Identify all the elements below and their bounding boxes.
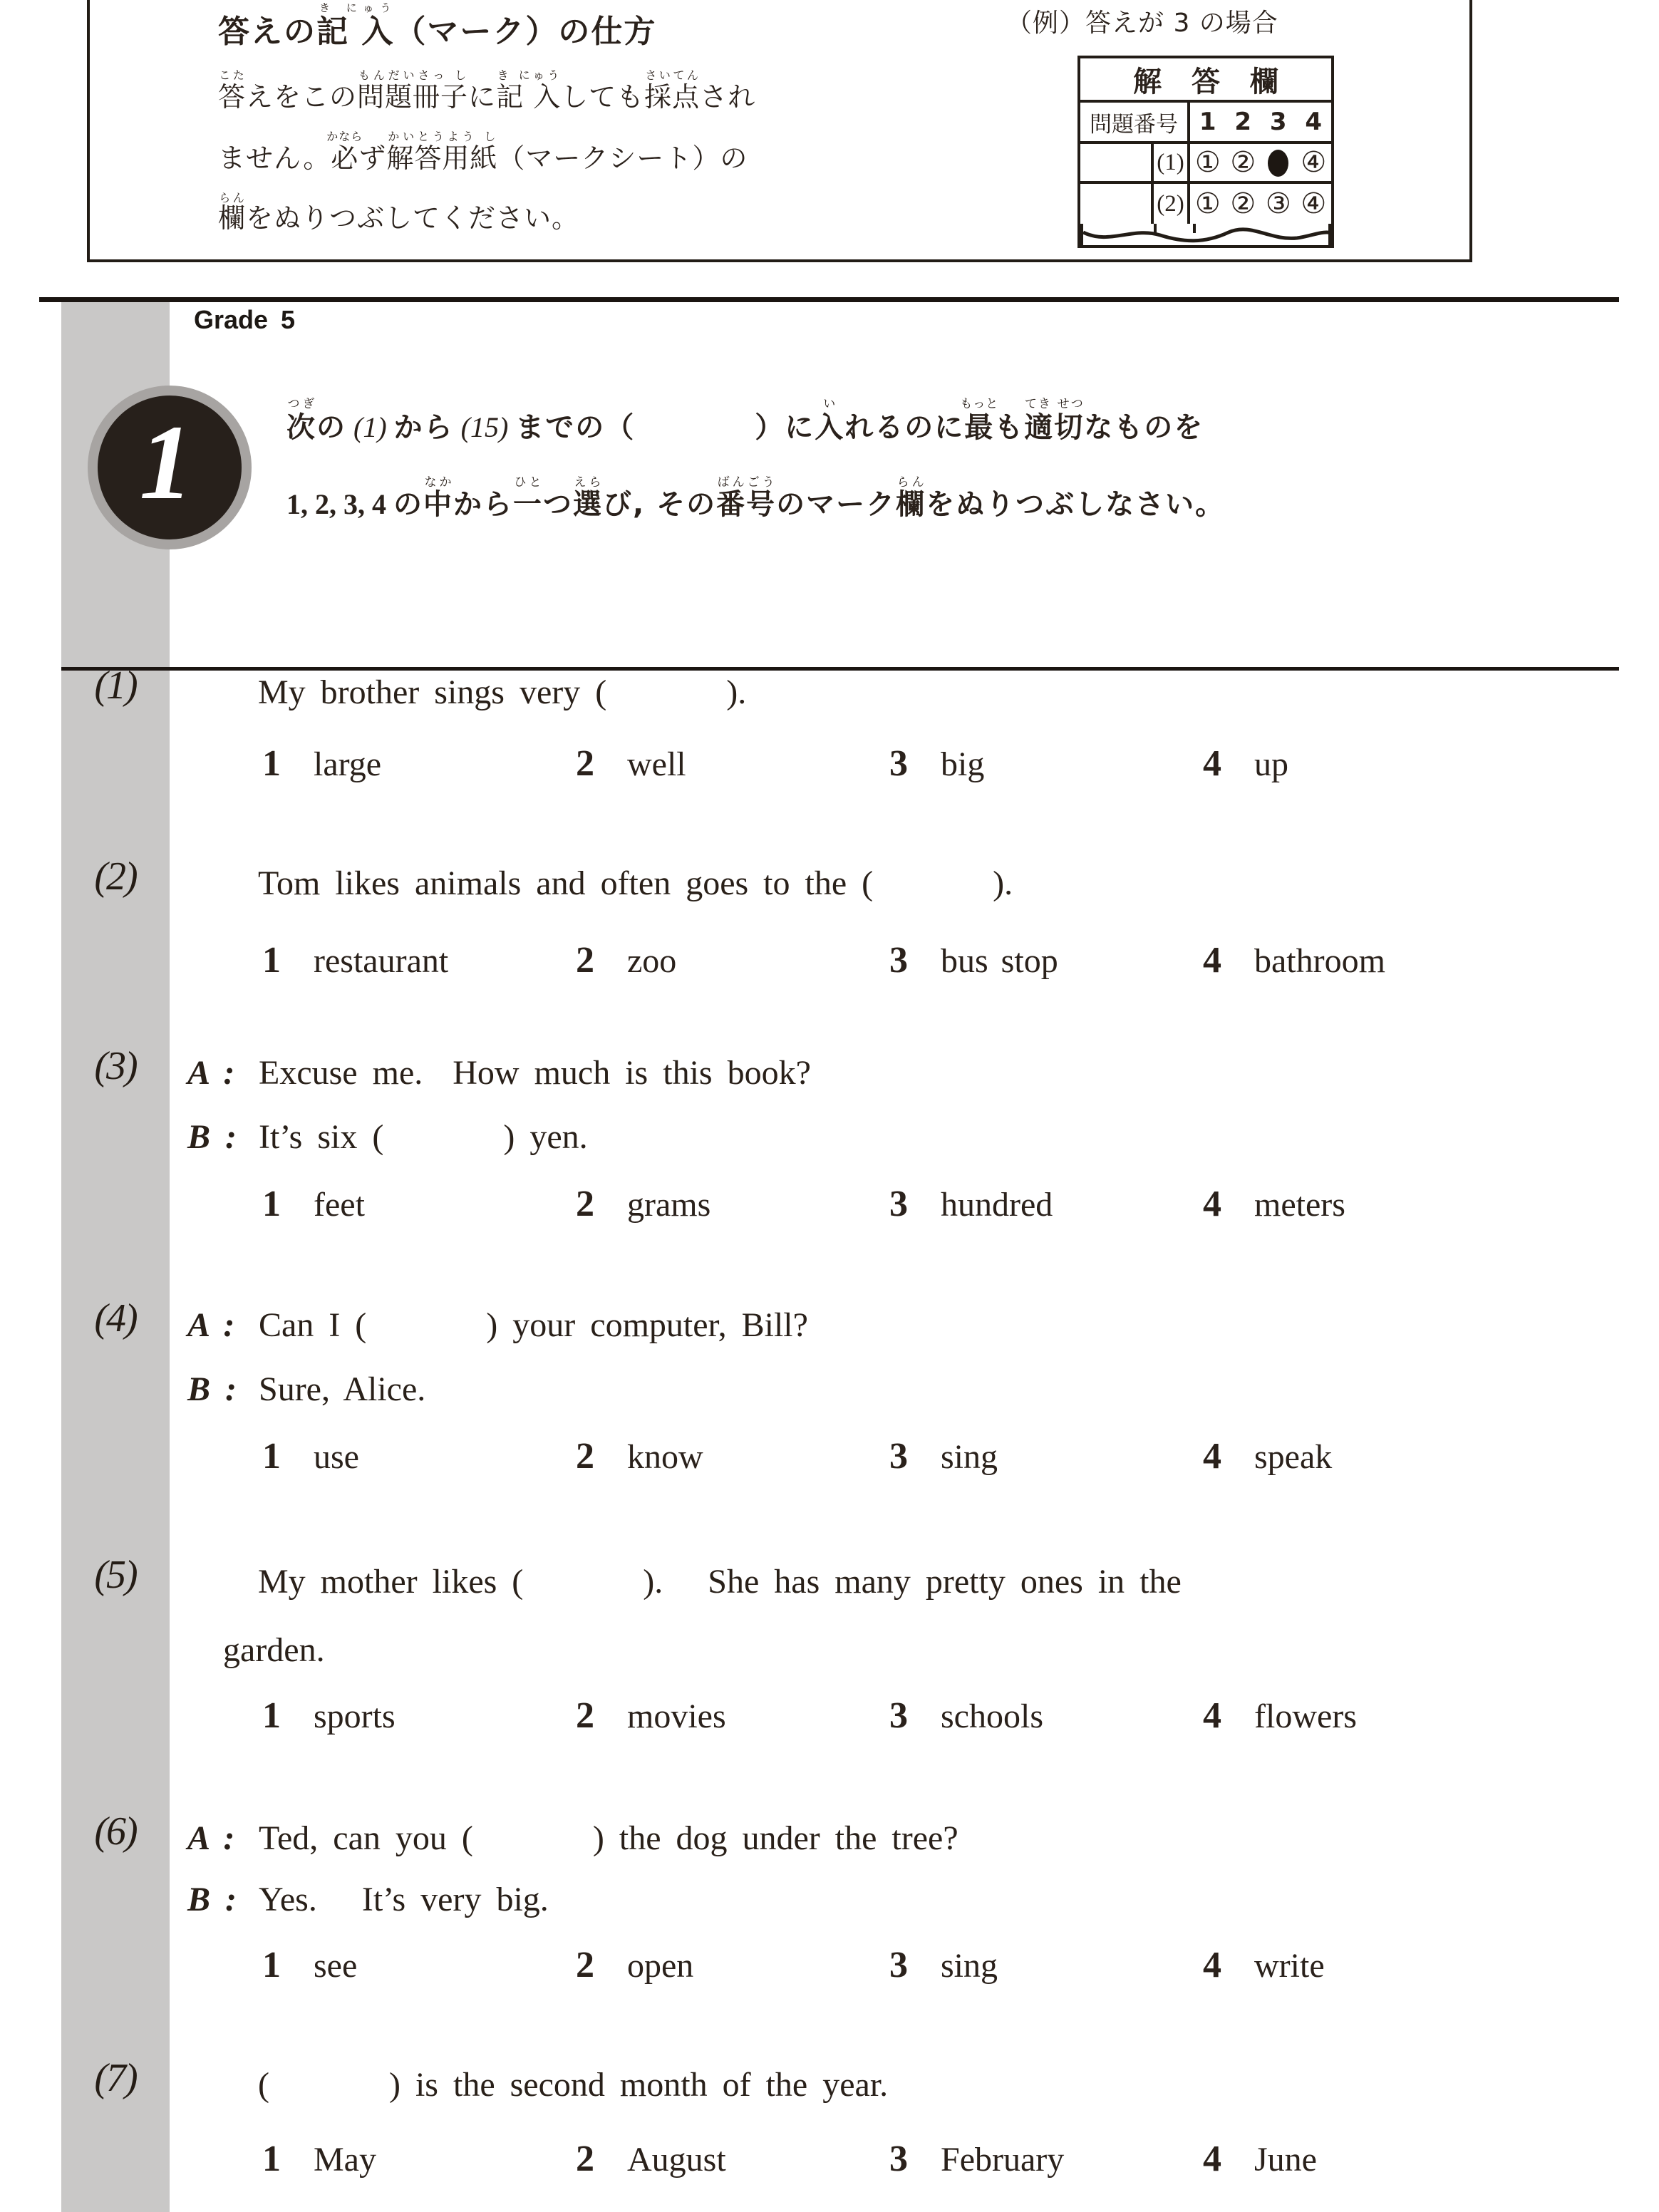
sentence-text: My brother sings very ( ). (258, 673, 747, 711)
option-number: 2 (576, 1436, 594, 1477)
option-number: 3 (889, 1184, 908, 1224)
section-instruction-line-2 (286, 459, 1541, 536)
question-sentence (258, 864, 1013, 903)
answer-digit-header: 2 (1234, 108, 1252, 136)
option-word: bus stop (941, 942, 1058, 980)
option-number: 2 (576, 1695, 594, 1736)
ruby-segment: 入い (815, 397, 845, 444)
text-segment: のマーク (776, 488, 896, 521)
option-number: 1 (262, 1695, 281, 1736)
marking-instruction-line (218, 68, 755, 111)
option-item (1203, 743, 1288, 785)
option-number: 1 (262, 2139, 281, 2179)
text-segment: の (316, 411, 346, 444)
option-word: meters (1254, 1186, 1345, 1224)
ruby-segment: 解答用紙かいとうよう し (386, 130, 498, 174)
option-item (889, 1435, 1203, 1477)
answer-digit-headers (1190, 103, 1331, 141)
grade-label: Grade 5 (194, 305, 296, 334)
question-number-label: (7) (94, 2056, 137, 2100)
options-row (262, 1435, 1332, 1477)
option-word: well (627, 745, 686, 783)
question-sentence (258, 1562, 1182, 1601)
option-number: 3 (889, 1436, 908, 1477)
sentence-text: ( ) is the second month of the year. (258, 2066, 889, 2104)
option-item (262, 939, 576, 981)
option-word: sports (314, 1697, 396, 1735)
option-item (1203, 1944, 1325, 1986)
text-segment: から (453, 488, 513, 521)
option-item (576, 1695, 889, 1737)
empty-cell (1080, 144, 1154, 181)
option-word: grams (627, 1186, 711, 1224)
question-number-label: (6) (94, 1809, 137, 1854)
text-segment: から (393, 411, 454, 444)
wavy-line-icon (1083, 224, 1334, 245)
question-number-label: (4) (94, 1296, 137, 1340)
option-number: 4 (1203, 1695, 1221, 1736)
ruby-segment: 記 入き にゅう (496, 68, 562, 113)
ruby-segment: 中なか (423, 475, 453, 521)
options-row (262, 743, 1288, 785)
options-row (262, 1944, 1325, 1986)
mark-option-icon: ② (1230, 187, 1256, 220)
option-word: speak (1254, 1438, 1333, 1476)
option-number: 4 (1203, 940, 1221, 981)
option-word: movies (627, 1697, 726, 1735)
marking-instruction-title (218, 1, 656, 51)
mark-option-icon: ④ (1301, 146, 1327, 179)
sentence-text: Yes. It’s very big. (259, 1881, 549, 1918)
text-segment: も (994, 411, 1025, 444)
text-segment: ません。 (218, 143, 331, 174)
section-divider-thick (39, 297, 1619, 302)
question-number-label: (3) (94, 1044, 137, 1088)
ruby-segment: 最もっと (960, 397, 999, 444)
text-segment: しても (561, 81, 645, 113)
ruby-segment: 一ひと (513, 475, 543, 521)
option-word: up (1254, 745, 1288, 783)
text-segment: (1) (346, 411, 394, 443)
ruby-segment: 必かなら (326, 130, 363, 174)
option-word: May (314, 2141, 376, 2179)
option-item (576, 939, 889, 981)
question-number-label: (1) (94, 663, 137, 708)
option-item (262, 1944, 576, 1986)
text-segment: され (700, 81, 756, 113)
text-segment: をぬりつぶしてください。 (246, 202, 580, 234)
option-word: restaurant (314, 942, 449, 980)
option-item (1203, 1695, 1357, 1737)
table-column-line (1154, 224, 1157, 233)
option-item (576, 1183, 889, 1225)
ruby-segment: 答こた (218, 68, 247, 113)
option-word: schools (941, 1697, 1043, 1735)
answer-table-row (1080, 184, 1331, 224)
section-instructions (286, 382, 1541, 536)
marking-instruction-line (218, 130, 748, 172)
option-number: 3 (889, 940, 908, 981)
dialog-line (187, 1306, 808, 1345)
option-word: feet (314, 1186, 365, 1224)
option-number: 4 (1203, 1184, 1221, 1224)
option-item (889, 1944, 1203, 1986)
question-number-label: (2) (94, 854, 137, 899)
empty-cell (1080, 184, 1154, 224)
option-item (262, 743, 576, 785)
mark-option-icon: ③ (1265, 187, 1291, 220)
sample-answer-table (1077, 56, 1334, 248)
sentence-text: Can I ( ) your computer, Bill? (259, 1306, 808, 1344)
answer-digit-header: 1 (1199, 108, 1216, 136)
option-number: 1 (262, 1436, 281, 1477)
left-gray-band (61, 302, 170, 2212)
option-number: 1 (262, 1945, 281, 1985)
ruby-segment: 選えら (573, 475, 603, 521)
option-word: sing (941, 1947, 998, 1985)
option-number: 2 (576, 1945, 594, 1985)
ruby-segment: 次つぎ (286, 397, 316, 444)
sentence-text: My mother likes ( ). She has many pretty ones in the (258, 1563, 1182, 1601)
option-word: use (314, 1438, 359, 1476)
option-item (262, 2138, 576, 2180)
option-number: 3 (889, 2139, 908, 2179)
sentence-text: Sure, Alice. (259, 1370, 426, 1408)
dialog-line (187, 1053, 811, 1092)
example-caption: （例）答えが 3 の場合 (1006, 9, 1278, 38)
mark-option-icon: ① (1194, 146, 1221, 179)
options-row (262, 1183, 1345, 1225)
marking-instruction-line (218, 191, 579, 234)
option-item (1203, 2138, 1317, 2180)
mark-option-icon: ② (1230, 146, 1256, 179)
option-item (262, 1695, 576, 1737)
speaker-label: B : (187, 1370, 237, 1408)
option-item (576, 743, 889, 785)
section-badge-inner (98, 396, 242, 539)
option-word: open (627, 1947, 694, 1985)
option-item (576, 1944, 889, 1986)
answer-table-header: 解 答 欄 (1080, 58, 1331, 103)
option-item (1203, 1435, 1332, 1477)
table-column-line (1193, 224, 1196, 233)
text-segment: ず (358, 143, 387, 174)
option-item (889, 1183, 1203, 1225)
options-row (262, 939, 1385, 981)
option-number: 3 (889, 1945, 908, 1985)
option-item (889, 939, 1203, 981)
text-segment: の (393, 488, 423, 521)
ruby-segment: 問題冊子もんだいさっ し (357, 68, 469, 113)
ruby-segment: 適切てき せつ (1024, 397, 1085, 444)
option-word: sing (941, 1438, 998, 1476)
mark-cells (1190, 144, 1331, 181)
answer-table-subheader (1080, 103, 1331, 144)
option-word: February (941, 2141, 1065, 2179)
option-number: 3 (889, 743, 908, 784)
mark-option-icon: ④ (1301, 187, 1327, 220)
sentence-text: It’s six ( ) yen. (259, 1118, 588, 1156)
section-number: 1 (139, 403, 193, 522)
option-item (576, 2138, 889, 2180)
text-segment: までの（ ）に (515, 411, 815, 444)
option-item (889, 743, 1203, 785)
dialog-line (187, 1880, 549, 1919)
questions-divider (61, 667, 1619, 671)
marking-instruction-box (87, 0, 1472, 262)
dialog-line (187, 1370, 425, 1409)
speaker-label: A : (187, 1306, 235, 1344)
row-number-cell: (1) (1154, 144, 1190, 181)
option-word: large (314, 745, 382, 783)
dialog-line (187, 1117, 588, 1157)
option-item (889, 2138, 1203, 2180)
section-instruction-line-1 (286, 382, 1541, 459)
option-item (262, 1435, 576, 1477)
sentence-text: garden. (223, 1631, 325, 1669)
option-item (1203, 939, 1385, 981)
mark-cells (1190, 184, 1331, 224)
text-segment: (15) (453, 411, 516, 443)
option-number: 2 (576, 940, 594, 981)
speaker-label: B : (187, 1881, 237, 1918)
text-segment: なものを (1084, 411, 1204, 444)
section-1-badge (88, 386, 252, 549)
text-segment: び, その (603, 488, 717, 521)
sentence-text: Tom likes animals and often goes to the ( ). (258, 864, 1013, 902)
filled-oval-icon (1268, 150, 1288, 177)
option-number: 4 (1203, 743, 1221, 784)
answer-digit-header: 4 (1305, 108, 1323, 136)
option-word: big (941, 745, 985, 783)
option-number: 1 (262, 743, 281, 784)
question-number-label: 問題番号 (1080, 103, 1190, 141)
question-sentence (258, 673, 746, 712)
text-segment: （マーク）の仕方 (394, 14, 657, 50)
option-item (576, 1435, 889, 1477)
sentence-text: Ted, can you ( ) the dog under the tree? (259, 1819, 958, 1857)
option-number: 3 (889, 1695, 908, 1736)
options-row (262, 2138, 1317, 2180)
option-number: 1 (262, 1184, 281, 1224)
option-item (262, 1183, 576, 1225)
text-segment: に (468, 81, 497, 113)
text-segment: 1, 2, 3, 4 (286, 488, 393, 520)
text-segment: つ (543, 488, 573, 521)
filled-mark-icon (1261, 146, 1296, 179)
torn-edge-decoration (1080, 224, 1331, 245)
text-segment: （マークシート）の (497, 143, 748, 174)
row-number-cell: (2) (1154, 184, 1190, 224)
option-item (1203, 1183, 1345, 1225)
text-segment: 答えの (218, 14, 316, 50)
option-number: 2 (576, 2139, 594, 2179)
option-number: 2 (576, 1184, 594, 1224)
option-word: August (627, 2141, 726, 2179)
option-word: hundred (941, 1186, 1053, 1224)
option-number: 4 (1203, 1436, 1221, 1477)
option-word: June (1254, 2141, 1317, 2179)
option-item (889, 1695, 1203, 1737)
option-number: 4 (1203, 2139, 1221, 2179)
option-number: 4 (1203, 1945, 1221, 1985)
ruby-segment: 番号ばんごう (716, 475, 777, 521)
dialog-line (187, 1819, 958, 1858)
option-word: zoo (627, 942, 677, 980)
ruby-segment: 欄らん (218, 191, 247, 234)
option-number: 2 (576, 743, 594, 784)
ruby-segment: 採点さいてん (644, 68, 701, 113)
option-number: 1 (262, 940, 281, 981)
option-word: write (1254, 1947, 1325, 1985)
mark-option-icon: ① (1194, 187, 1221, 220)
option-word: flowers (1254, 1697, 1357, 1735)
question-number-label: (5) (94, 1553, 137, 1597)
text-segment: をぬりつぶしなさい。 (926, 488, 1226, 521)
answer-digit-header: 3 (1269, 108, 1287, 136)
option-word: know (627, 1438, 703, 1476)
question-sentence (258, 2065, 888, 2104)
option-word: bathroom (1254, 942, 1385, 980)
speaker-label: A : (187, 1054, 235, 1092)
speaker-label: A : (187, 1819, 235, 1857)
options-row (262, 1695, 1357, 1737)
answer-table-row (1080, 144, 1331, 184)
answer-table-rows (1080, 144, 1331, 224)
option-word: see (314, 1947, 358, 1985)
speaker-label: B : (187, 1118, 237, 1156)
text-segment: れるのに (844, 411, 965, 444)
text-segment: えをこの (246, 81, 358, 113)
ruby-segment: 欄らん (896, 475, 926, 521)
sentence-text: Excuse me. How much is this book? (259, 1054, 811, 1092)
question-sentence (223, 1630, 325, 1670)
ruby-segment: 記 入き にゅう (316, 1, 395, 50)
